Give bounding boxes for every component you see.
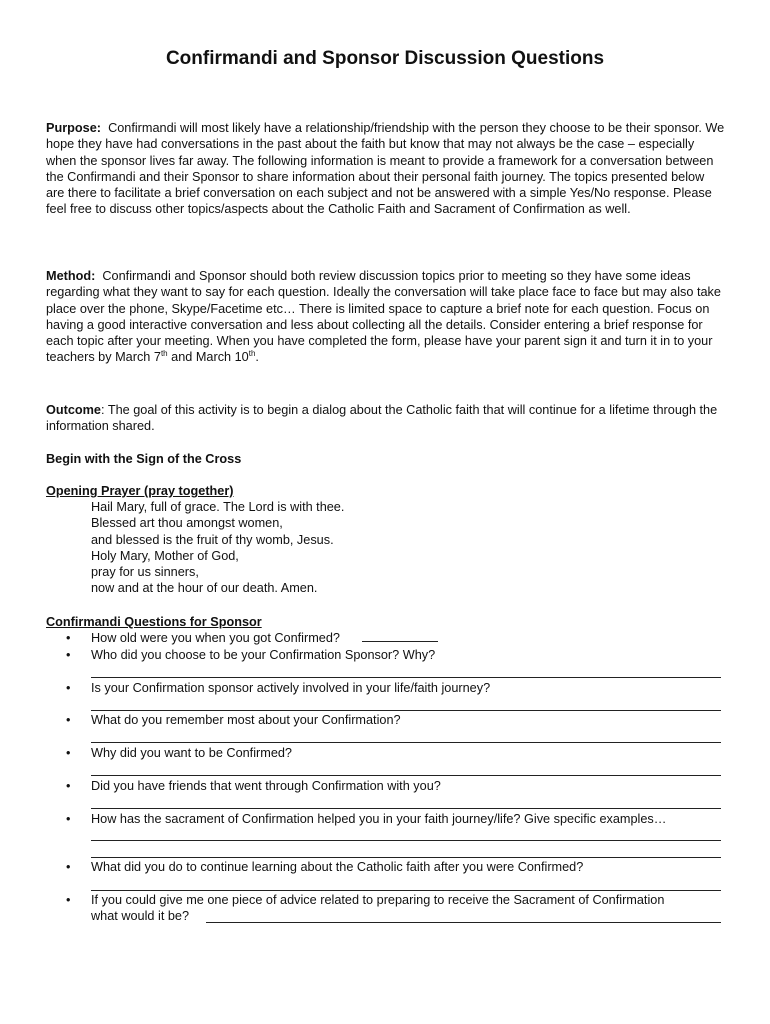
prayer-heading: Opening Prayer (pray together) [46,484,234,498]
outcome-paragraph [46,402,726,435]
question-text: Is your Confirmation sponsor actively involved in your life/faith journey? [91,681,491,695]
question-text: what would it be? [91,909,190,923]
method-paragraph [46,268,726,366]
question-text: Why did you want to be Confirmed? [91,746,292,760]
bullet: • [66,860,71,874]
bullet: • [66,746,71,760]
question-text: How has the sacrament of Confirmation helped you in your faith journey/life? Give specific examples… [91,812,667,826]
question-text: How old were you when you got Confirmed? [91,630,726,646]
prayer-line: now and at the hour of our death. Amen. [91,581,318,596]
method-sup-2: th [248,349,256,359]
question-text: If you could give me one piece of advice related to preparing to receive the Sacrament of Confirmation [91,893,665,907]
method-mid: and March 10 [167,350,249,365]
answer-line[interactable] [206,922,721,923]
purpose-label: Purpose: [46,121,101,135]
question-text: What do you remember most about your Confirmation? [91,713,401,727]
prayer-text [91,499,344,597]
answer-line[interactable] [91,775,721,776]
method-sup-1: th [160,349,168,359]
page-title: Confirmandi and Sponsor Discussion Questions [165,48,605,69]
answer-line[interactable] [91,890,721,891]
bullet: • [66,812,71,826]
question-text: Who did you choose to be your Confirmation Sponsor? Why? [91,648,436,662]
answer-blank[interactable] [362,630,438,642]
bullet: • [66,893,71,907]
prayer-line: Blessed art thou amongst women, [91,516,283,531]
method-label: Method: [46,269,96,283]
outcome-label: Outcome [46,403,101,417]
prayer-line: Hail Mary, full of grace. The Lord is with thee. [91,500,345,514]
method-text: Confirmandi and Sponsor should both review discussion topics prior to meeting so they have some ideas regarding what they want to say for each question. Ideally the conversation will take place face to face but may also take place over the phone, Skype/Facetime etc… There is limited space to capture a brief note for each question. Focus on having a good interactive conversation and less about collecting all the details. Consider entering a brief response for each topic after your meeting. When you have completed the form, please have your parent sign it and turn it in to your teachers by March 7 [46,269,721,365]
answer-line[interactable] [91,840,721,841]
bullet: • [66,713,71,727]
prayer-line: pray for us sinners, [91,565,199,580]
bullet: • [66,779,71,793]
bullet: • [66,648,71,662]
answer-line[interactable] [91,742,721,743]
question-text: Did you have friends that went through Confirmation with you? [91,779,441,793]
sign-of-cross-heading: Begin with the Sign of the Cross [46,452,242,466]
prayer-line: Holy Mary, Mother of God, [91,548,239,563]
outcome-text: : The goal of this activity is to begin a dialog about the Catholic faith that will continue for a lifetime through the information shared. [46,403,718,434]
purpose-paragraph [46,120,726,218]
answer-line[interactable] [91,857,721,858]
bullet: • [66,681,71,695]
question-text: What did you do to continue learning about the Catholic faith after you were Confirmed? [91,860,584,874]
answer-line[interactable] [91,808,721,809]
method-end: . [255,350,259,365]
questions-heading: Confirmandi Questions for Sponsor [46,615,262,629]
prayer-line: and blessed is the fruit of thy womb, Jesus. [91,532,334,547]
answer-line[interactable] [91,677,721,678]
answer-line[interactable] [91,710,721,711]
purpose-text: Confirmandi will most likely have a relationship/friendship with the person they choose to be their sponsor. We hope they have had conversations in the past about the faith but know that may not always be the case – especially when the sponsor lives far away. The following information is meant to provide a framework for a conversation between the Confirmandi and their Sponsor to share information about their personal faith journey. The topics presented below are there to facilitate a brief conversation on each subject and not be answered with a simple Yes/No response. Please feel free to discuss other topics/aspects about the Catholic Faith and Sacrament of Confirmation as well. [46,121,725,217]
bullet: • [66,631,71,645]
